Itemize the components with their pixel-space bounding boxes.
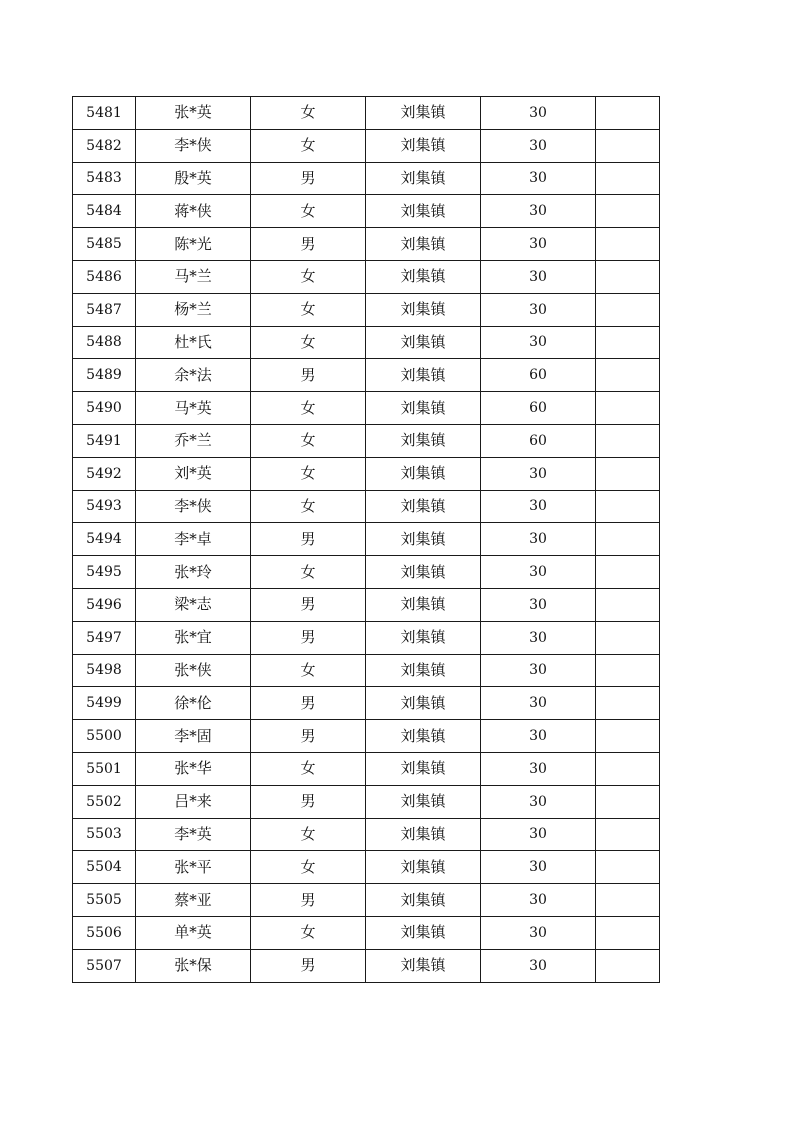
- name-cell: 李*固: [136, 720, 251, 753]
- remarks-cell: [596, 621, 660, 654]
- remarks-cell: [596, 654, 660, 687]
- gender-cell: 女: [251, 195, 366, 228]
- gender-cell: 男: [251, 359, 366, 392]
- amount-cell: 30: [481, 326, 596, 359]
- record-number-cell: 5484: [73, 195, 136, 228]
- town-cell: 刘集镇: [366, 523, 481, 556]
- record-number-cell: 5493: [73, 490, 136, 523]
- name-cell: 李*侠: [136, 490, 251, 523]
- table-row: [73, 916, 660, 949]
- gender-cell: 女: [251, 490, 366, 523]
- remarks-cell: [596, 457, 660, 490]
- amount-cell: 60: [481, 359, 596, 392]
- table-row: [73, 424, 660, 457]
- amount-cell: 30: [481, 97, 596, 130]
- name-cell: 张*保: [136, 949, 251, 982]
- record-number-cell: 5502: [73, 785, 136, 818]
- town-cell: 刘集镇: [366, 556, 481, 589]
- town-cell: 刘集镇: [366, 228, 481, 261]
- record-number-cell: 5499: [73, 687, 136, 720]
- remarks-cell: [596, 687, 660, 720]
- table-row: [73, 195, 660, 228]
- table-row: [73, 720, 660, 753]
- name-cell: 陈*光: [136, 228, 251, 261]
- name-cell: 杜*氏: [136, 326, 251, 359]
- record-number-cell: 5494: [73, 523, 136, 556]
- record-number-cell: 5490: [73, 392, 136, 425]
- name-cell: 梁*志: [136, 588, 251, 621]
- amount-cell: 30: [481, 162, 596, 195]
- record-number-cell: 5503: [73, 818, 136, 851]
- amount-cell: 30: [481, 687, 596, 720]
- gender-cell: 男: [251, 588, 366, 621]
- record-number-cell: 5496: [73, 588, 136, 621]
- gender-cell: 女: [251, 424, 366, 457]
- amount-cell: 30: [481, 720, 596, 753]
- town-cell: 刘集镇: [366, 851, 481, 884]
- table-row: [73, 228, 660, 261]
- record-number-cell: 5504: [73, 851, 136, 884]
- name-cell: 马*兰: [136, 260, 251, 293]
- town-cell: 刘集镇: [366, 359, 481, 392]
- town-cell: 刘集镇: [366, 916, 481, 949]
- table-row: [73, 752, 660, 785]
- table-row: [73, 654, 660, 687]
- table-row: [73, 523, 660, 556]
- name-cell: 李*卓: [136, 523, 251, 556]
- amount-cell: 30: [481, 457, 596, 490]
- record-number-cell: 5485: [73, 228, 136, 261]
- remarks-cell: [596, 523, 660, 556]
- table-row: [73, 588, 660, 621]
- table-row: [73, 884, 660, 917]
- amount-cell: 30: [481, 621, 596, 654]
- name-cell: 余*法: [136, 359, 251, 392]
- name-cell: 蔡*亚: [136, 884, 251, 917]
- town-cell: 刘集镇: [366, 129, 481, 162]
- record-number-cell: 5492: [73, 457, 136, 490]
- town-cell: 刘集镇: [366, 260, 481, 293]
- table-row: [73, 851, 660, 884]
- amount-cell: 30: [481, 129, 596, 162]
- gender-cell: 男: [251, 621, 366, 654]
- remarks-cell: [596, 424, 660, 457]
- remarks-cell: [596, 818, 660, 851]
- table-row: [73, 392, 660, 425]
- name-cell: 张*华: [136, 752, 251, 785]
- amount-cell: 60: [481, 424, 596, 457]
- gender-cell: 男: [251, 523, 366, 556]
- amount-cell: 30: [481, 654, 596, 687]
- name-cell: 张*宜: [136, 621, 251, 654]
- gender-cell: 女: [251, 97, 366, 130]
- gender-cell: 女: [251, 260, 366, 293]
- gender-cell: 男: [251, 687, 366, 720]
- name-cell: 张*玲: [136, 556, 251, 589]
- record-number-cell: 5482: [73, 129, 136, 162]
- town-cell: 刘集镇: [366, 884, 481, 917]
- table-row: [73, 818, 660, 851]
- gender-cell: 男: [251, 884, 366, 917]
- name-cell: 刘*英: [136, 457, 251, 490]
- amount-cell: 30: [481, 523, 596, 556]
- record-number-cell: 5498: [73, 654, 136, 687]
- record-number-cell: 5497: [73, 621, 136, 654]
- gender-cell: 女: [251, 326, 366, 359]
- amount-cell: 30: [481, 260, 596, 293]
- table-row: [73, 97, 660, 130]
- gender-cell: 男: [251, 720, 366, 753]
- town-cell: 刘集镇: [366, 621, 481, 654]
- remarks-cell: [596, 884, 660, 917]
- remarks-cell: [596, 129, 660, 162]
- amount-cell: 30: [481, 916, 596, 949]
- town-cell: 刘集镇: [366, 654, 481, 687]
- data-table: [72, 96, 660, 983]
- town-cell: 刘集镇: [366, 720, 481, 753]
- table-row: [73, 621, 660, 654]
- amount-cell: 30: [481, 785, 596, 818]
- remarks-cell: [596, 162, 660, 195]
- gender-cell: 女: [251, 851, 366, 884]
- remarks-cell: [596, 720, 660, 753]
- record-number-cell: 5501: [73, 752, 136, 785]
- table-row: [73, 129, 660, 162]
- table-row: [73, 260, 660, 293]
- record-number-cell: 5500: [73, 720, 136, 753]
- gender-cell: 女: [251, 654, 366, 687]
- record-number-cell: 5481: [73, 97, 136, 130]
- amount-cell: 30: [481, 949, 596, 982]
- gender-cell: 男: [251, 949, 366, 982]
- name-cell: 徐*伦: [136, 687, 251, 720]
- town-cell: 刘集镇: [366, 752, 481, 785]
- remarks-cell: [596, 97, 660, 130]
- table-row: [73, 949, 660, 982]
- amount-cell: 30: [481, 752, 596, 785]
- town-cell: 刘集镇: [366, 392, 481, 425]
- record-number-cell: 5505: [73, 884, 136, 917]
- gender-cell: 女: [251, 752, 366, 785]
- table-body: [73, 97, 660, 983]
- remarks-cell: [596, 851, 660, 884]
- name-cell: 乔*兰: [136, 424, 251, 457]
- record-number-cell: 5495: [73, 556, 136, 589]
- table-row: [73, 162, 660, 195]
- remarks-cell: [596, 359, 660, 392]
- table-row: [73, 687, 660, 720]
- name-cell: 张*侠: [136, 654, 251, 687]
- town-cell: 刘集镇: [366, 457, 481, 490]
- table-row: [73, 785, 660, 818]
- table-row: [73, 556, 660, 589]
- gender-cell: 女: [251, 392, 366, 425]
- record-number-cell: 5483: [73, 162, 136, 195]
- record-number-cell: 5491: [73, 424, 136, 457]
- amount-cell: 30: [481, 818, 596, 851]
- table-row: [73, 457, 660, 490]
- town-cell: 刘集镇: [366, 949, 481, 982]
- gender-cell: 女: [251, 818, 366, 851]
- gender-cell: 女: [251, 916, 366, 949]
- remarks-cell: [596, 293, 660, 326]
- town-cell: 刘集镇: [366, 687, 481, 720]
- town-cell: 刘集镇: [366, 588, 481, 621]
- remarks-cell: [596, 949, 660, 982]
- gender-cell: 女: [251, 457, 366, 490]
- gender-cell: 女: [251, 556, 366, 589]
- gender-cell: 男: [251, 785, 366, 818]
- town-cell: 刘集镇: [366, 818, 481, 851]
- record-number-cell: 5486: [73, 260, 136, 293]
- gender-cell: 男: [251, 228, 366, 261]
- name-cell: 张*平: [136, 851, 251, 884]
- amount-cell: 30: [481, 490, 596, 523]
- record-number-cell: 5489: [73, 359, 136, 392]
- name-cell: 蒋*侠: [136, 195, 251, 228]
- name-cell: 李*侠: [136, 129, 251, 162]
- amount-cell: 30: [481, 851, 596, 884]
- gender-cell: 男: [251, 162, 366, 195]
- table-row: [73, 490, 660, 523]
- town-cell: 刘集镇: [366, 326, 481, 359]
- remarks-cell: [596, 260, 660, 293]
- amount-cell: 30: [481, 884, 596, 917]
- amount-cell: 30: [481, 556, 596, 589]
- name-cell: 马*英: [136, 392, 251, 425]
- remarks-cell: [596, 556, 660, 589]
- town-cell: 刘集镇: [366, 195, 481, 228]
- town-cell: 刘集镇: [366, 293, 481, 326]
- remarks-cell: [596, 916, 660, 949]
- remarks-cell: [596, 392, 660, 425]
- name-cell: 单*英: [136, 916, 251, 949]
- remarks-cell: [596, 326, 660, 359]
- remarks-cell: [596, 588, 660, 621]
- remarks-cell: [596, 228, 660, 261]
- name-cell: 张*英: [136, 97, 251, 130]
- record-number-cell: 5506: [73, 916, 136, 949]
- record-number-cell: 5488: [73, 326, 136, 359]
- amount-cell: 30: [481, 195, 596, 228]
- name-cell: 杨*兰: [136, 293, 251, 326]
- town-cell: 刘集镇: [366, 424, 481, 457]
- amount-cell: 30: [481, 588, 596, 621]
- town-cell: 刘集镇: [366, 162, 481, 195]
- remarks-cell: [596, 195, 660, 228]
- record-number-cell: 5487: [73, 293, 136, 326]
- amount-cell: 30: [481, 293, 596, 326]
- name-cell: 殷*英: [136, 162, 251, 195]
- remarks-cell: [596, 490, 660, 523]
- table-row: [73, 359, 660, 392]
- amount-cell: 30: [481, 228, 596, 261]
- table-row: [73, 326, 660, 359]
- town-cell: 刘集镇: [366, 490, 481, 523]
- gender-cell: 女: [251, 293, 366, 326]
- table-row: [73, 293, 660, 326]
- gender-cell: 女: [251, 129, 366, 162]
- town-cell: 刘集镇: [366, 97, 481, 130]
- town-cell: 刘集镇: [366, 785, 481, 818]
- remarks-cell: [596, 752, 660, 785]
- remarks-cell: [596, 785, 660, 818]
- name-cell: 李*英: [136, 818, 251, 851]
- name-cell: 吕*来: [136, 785, 251, 818]
- record-number-cell: 5507: [73, 949, 136, 982]
- amount-cell: 60: [481, 392, 596, 425]
